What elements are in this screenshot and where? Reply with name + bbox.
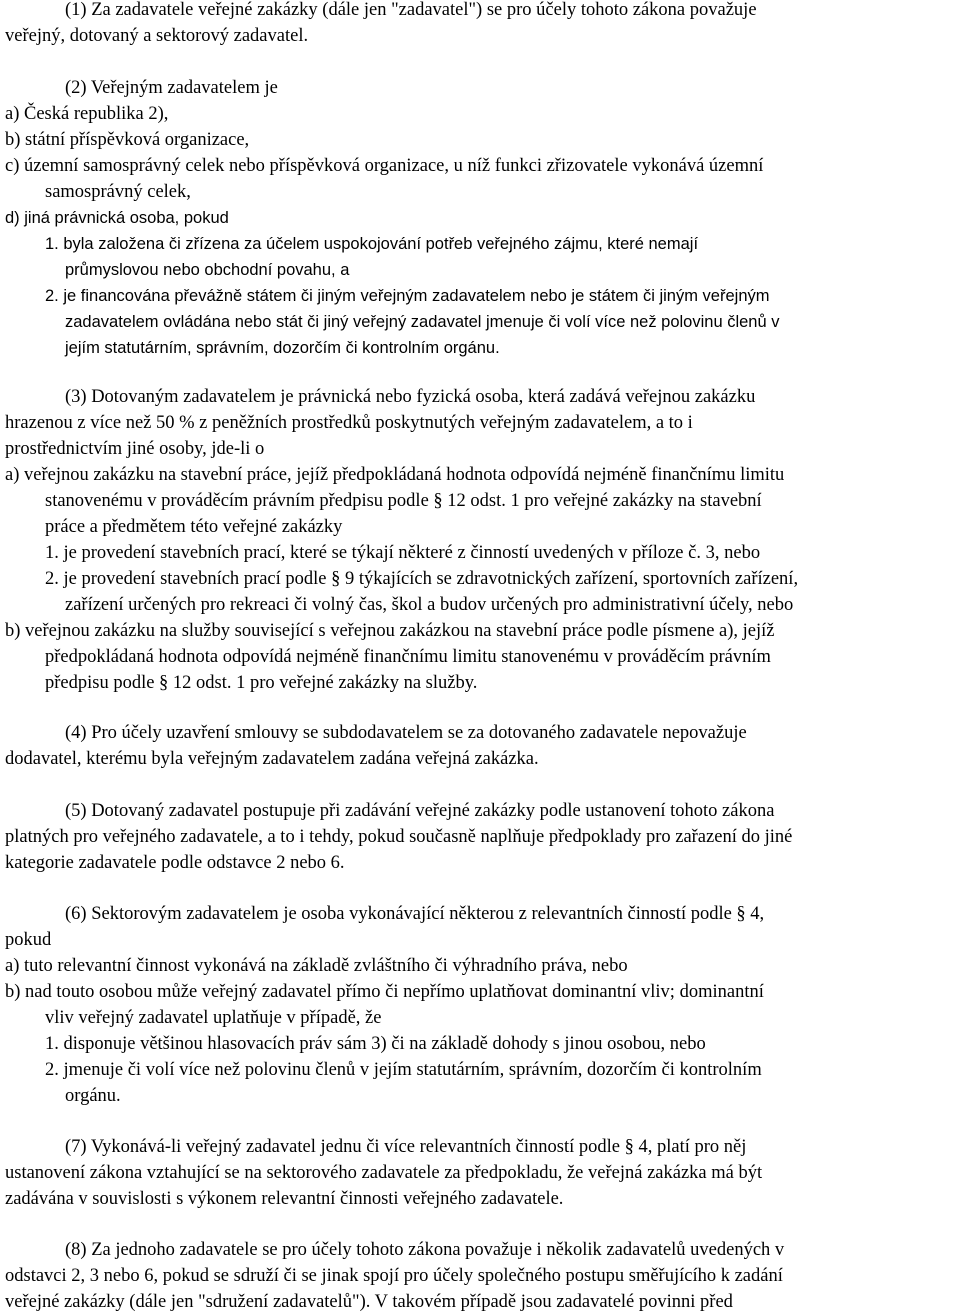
text-line: 2. je financována převážně státem či jiným veřejným zadavatelem nebo je státem či jiným veřejným [45, 287, 770, 305]
text-line: (6) Sektorovým zadavatelem je osoba vykonávající některou z relevantních činností podle § 4, [65, 904, 765, 924]
text-line: 2. je provedení stavebních prací podle § 9 týkajících se zdravotnických zařízení, sportovních zařízení, [45, 569, 799, 589]
text-line: (7) Vykonává-li veřejný zadavatel jednu či více relevantních činností podle § 4, platí pro něj [65, 1137, 747, 1157]
text-line: d) jiná právnická osoba, pokud [5, 209, 229, 227]
text-line: 2. jmenuje či volí více než polovinu členů v jejím statutárním, správním, dozorčím či kontrolním [45, 1060, 762, 1080]
text-line: veřejné zakázky (dále jen "sdružení zadavatelů"). V takovém případě jsou zadavatelé povinni před [5, 1292, 733, 1312]
text-line: (2) Veřejným zadavatelem je [65, 78, 278, 98]
text-line: (4) Pro účely uzavření smlouvy se subdodavatelem se za dotovaného zadavatele nepovažuje [65, 723, 747, 743]
text-line: předpisu podle § 12 odst. 1 pro veřejné zakázky na služby. [45, 673, 478, 693]
text-line: jejím statutárním, správním, dozorčím či kontrolním orgánu. [65, 339, 500, 357]
text-line: (3) Dotovaným zadavatelem je právnická nebo fyzická osoba, která zadává veřejnou zakázku [65, 387, 756, 407]
text-line: b) veřejnou zakázku na služby související s veřejnou zakázkou na stavební práce podle písmene a), jejíž [5, 621, 775, 641]
text-line: platných pro veřejného zadavatele, a to i tehdy, pokud současně naplňuje předpoklady pro zařazení do jiné [5, 827, 793, 847]
text-line: průmyslovou nebo obchodní povahu, a [65, 261, 350, 279]
text-line: a) veřejnou zakázku na stavební práce, jejíž předpokládaná hodnota odpovídá nejméně finančnímu limitu [5, 465, 785, 485]
text-line: (5) Dotovaný zadavatel postupuje při zadávání veřejné zakázky podle ustanovení tohoto zákona [65, 801, 775, 821]
text-line: hrazenou z více než 50 % z peněžních prostředků poskytnutých veřejným zadavatelem, a to i [5, 413, 693, 433]
text-line: pokud [5, 930, 52, 950]
text-line: vliv veřejný zadavatel uplatňuje v případě, že [45, 1008, 382, 1028]
text-line: stanovenému v prováděcím právním předpisu podle § 12 odst. 1 pro veřejné zakázky na stavební [45, 491, 762, 511]
text-line: samosprávný celek, [45, 182, 191, 202]
text-line: kategorie zadavatele podle odstavce 2 nebo 6. [5, 853, 345, 873]
text-line: veřejný, dotovaný a sektorový zadavatel. [5, 26, 309, 46]
text-line: dodavatel, kterému byla veřejným zadavatelem zadána veřejná zakázka. [5, 749, 539, 769]
text-line: c) územní samosprávný celek nebo příspěvková organizace, u níž funkci zřizovatele vykonává územní [5, 156, 764, 176]
text-line: zadávána v souvislosti s výkonem relevantní činnosti veřejného zadavatele. [5, 1189, 564, 1209]
text-line: zadavatelem ovládána nebo stát či jiný veřejný zadavatel jmenuje či volí více než polovinu členů v [65, 313, 780, 331]
text-line: a) Česká republika 2), [5, 104, 169, 124]
text-line: (1) Za zadavatele veřejné zakázky (dále jen "zadavatel") se pro účely tohoto zákona považuje [65, 0, 757, 20]
text-line: 1. byla založena či zřízena za účelem uspokojování potřeb veřejného zájmu, které nemají [45, 235, 699, 253]
text-line: 1. je provedení stavebních prací, které se týkají některé z činností uvedených v příloze č. 3, nebo [45, 543, 761, 563]
text-line: b) nad touto osobou může veřejný zadavatel přímo či nepřímo uplatňovat dominantní vliv; dominantní [5, 982, 764, 1002]
text-line: odstavci 2, 3 nebo 6, pokud se sdruží či se jinak spojí pro účely společného postupu směřujícího k zadání [5, 1266, 783, 1286]
text-line: 1. disponuje většinou hlasovacích práv sám 3) či na základě dohody s jinou osobou, nebo [45, 1034, 706, 1054]
text-line: zařízení určených pro rekreaci či volný čas, škol a budov určených pro administrativní účely, nebo [65, 595, 794, 615]
text-line: ustanovení zákona vztahující se na sektorového zadavatele za předpokladu, že veřejná zakázka má být [5, 1163, 763, 1183]
text-line: prostřednictvím jiné osoby, jde-li o [5, 439, 265, 459]
text-line: (8) Za jednoho zadavatele se pro účely tohoto zákona považuje i několik zadavatelů uvedených v [65, 1240, 785, 1260]
text-line: orgánu. [65, 1086, 121, 1106]
text-line: b) státní příspěvková organizace, [5, 130, 250, 150]
text-line: a) tuto relevantní činnost vykonává na základě zvláštního či výhradního práva, nebo [5, 956, 628, 976]
text-line: práce a předmětem této veřejné zakázky [45, 517, 343, 537]
text-line: předpokládaná hodnota odpovídá nejméně finančnímu limitu stanovenému v prováděcím právním [45, 647, 771, 667]
